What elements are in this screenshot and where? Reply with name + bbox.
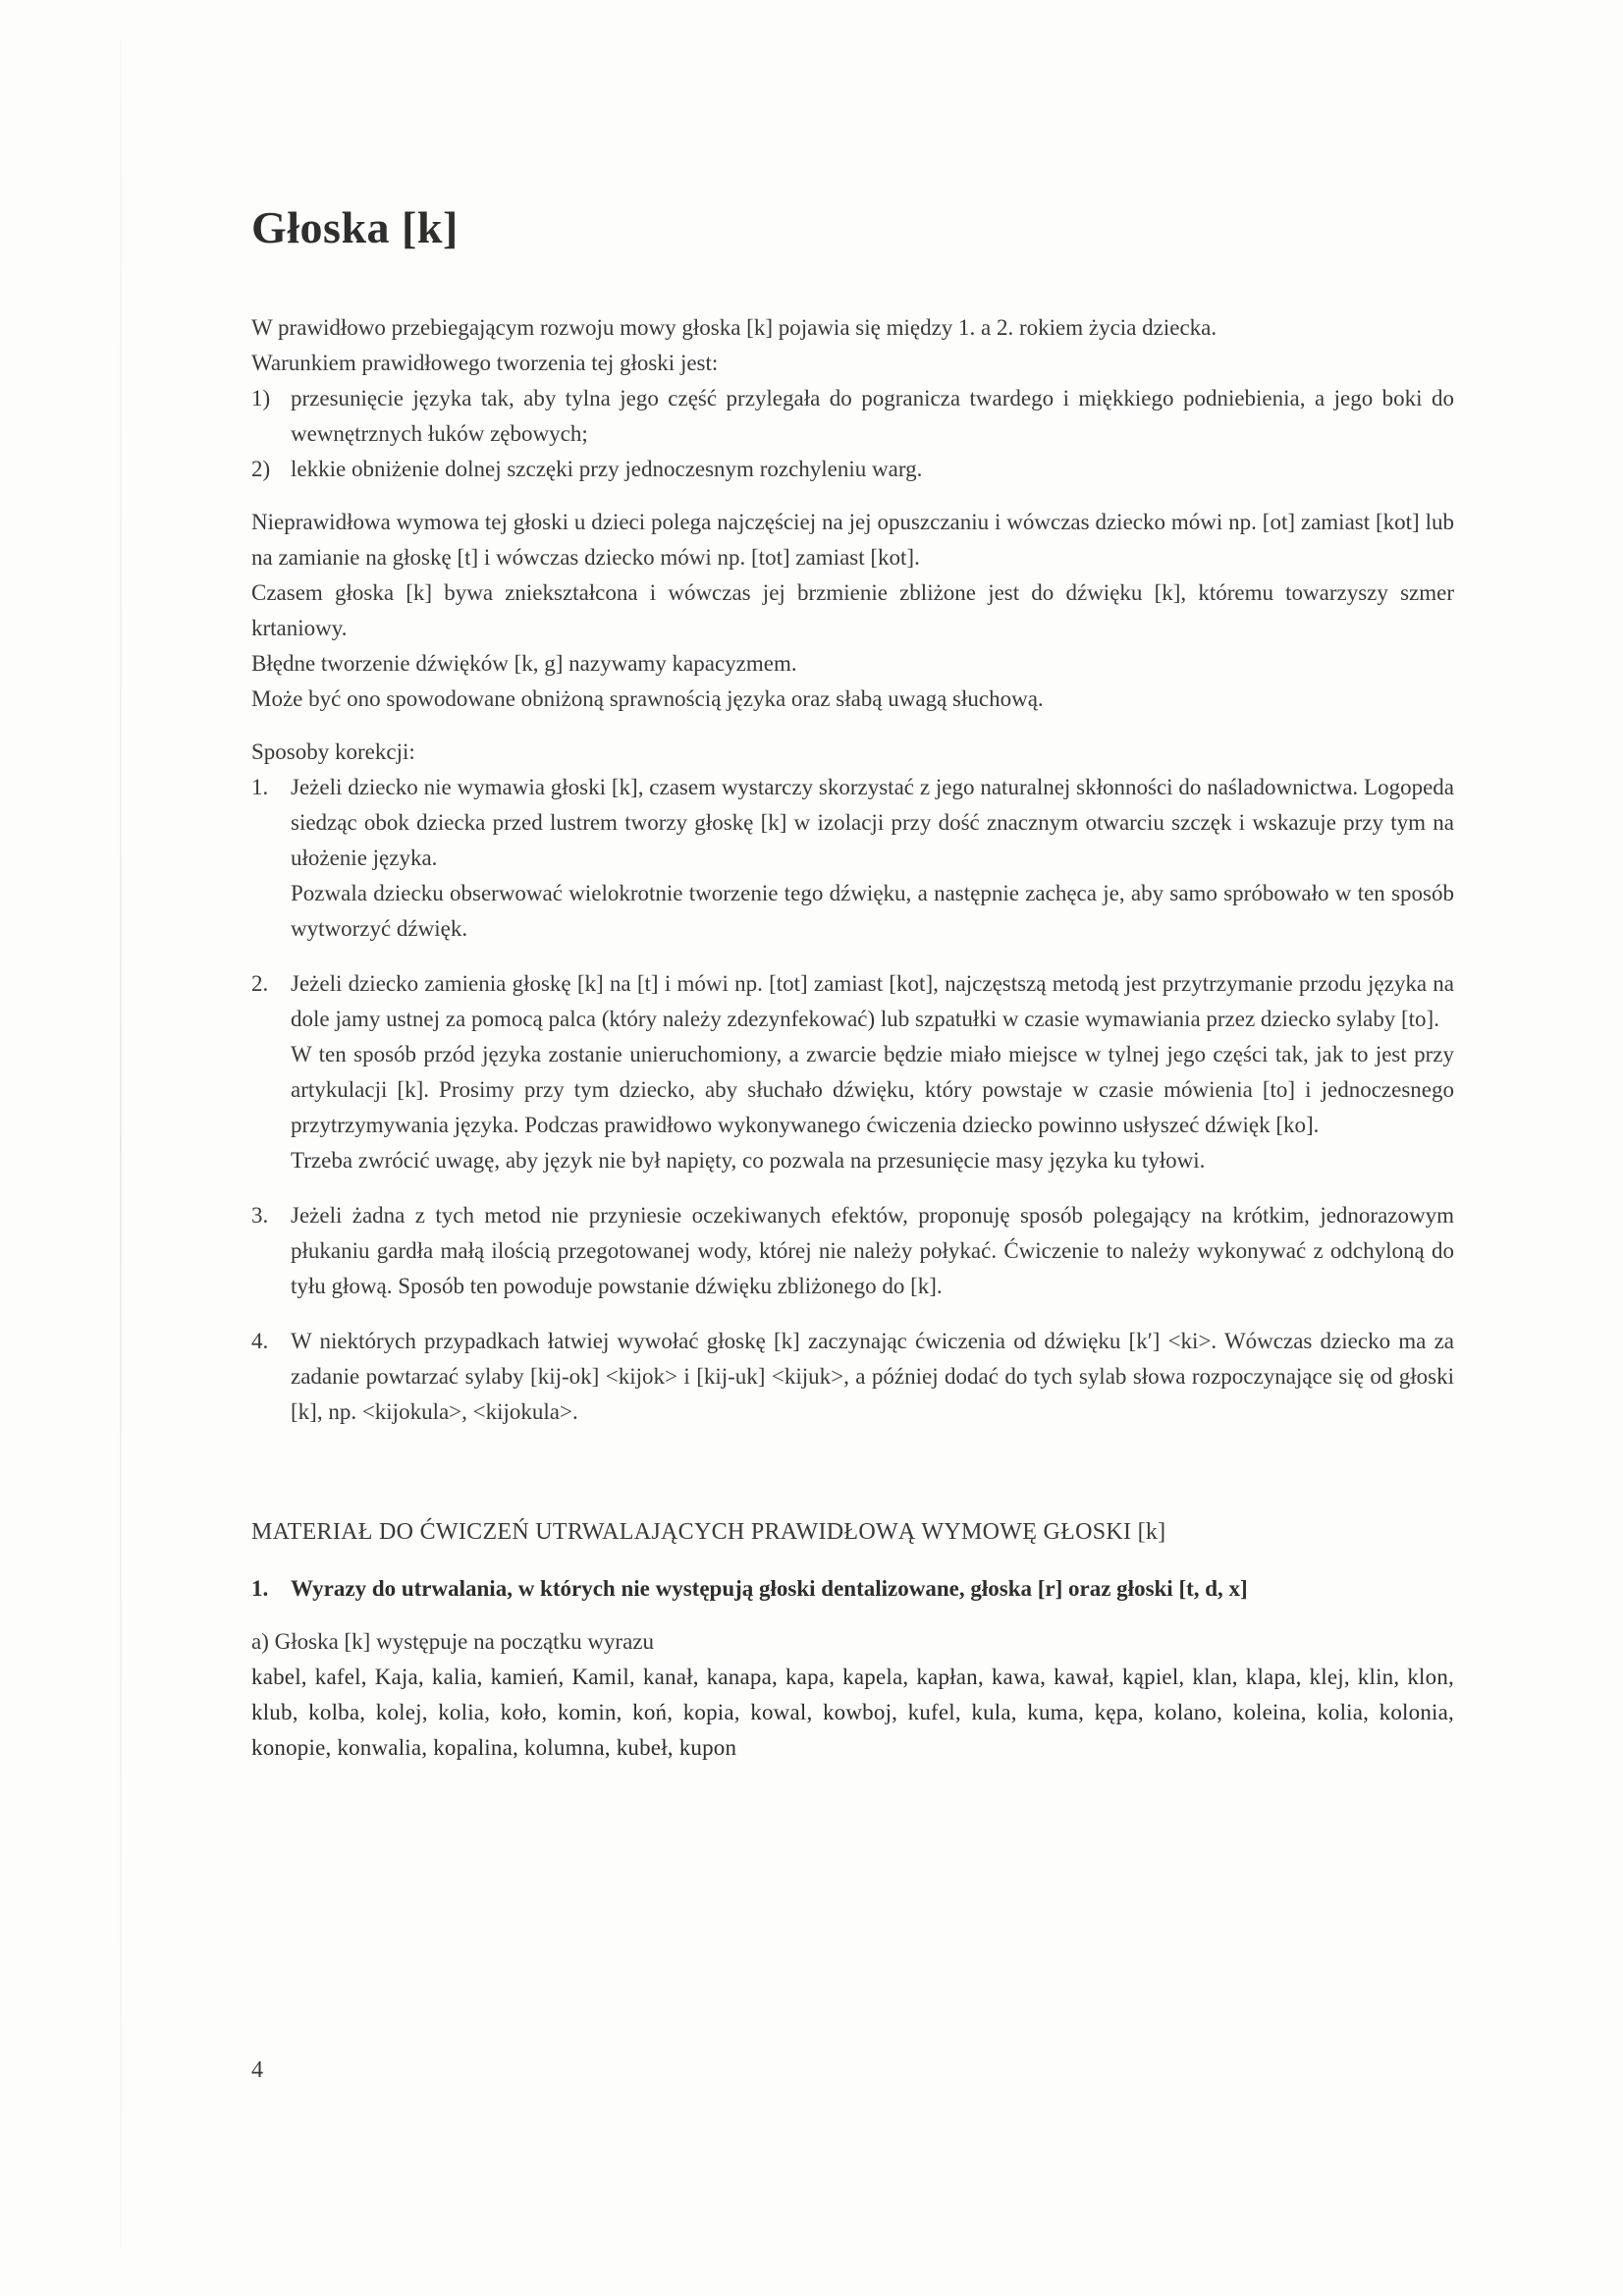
methods-label: Sposoby korekcji: (251, 739, 415, 764)
list-number: 1) (251, 386, 271, 410)
method-paragraph: Pozwala dziecku obserwować wielokrotnie tworzenie tego dźwięku, a następnie zachęca je, aby samo spróbowało w ten sposób wytworzyć dźwięk. (291, 881, 1454, 941)
list-item (251, 452, 1454, 487)
scan-edge-shadow (120, 39, 122, 2249)
list-item (251, 1198, 1454, 1304)
errors-paragraph: Błędne tworzenie dźwięków [k, g] nazywamy kapacyzmem. (251, 651, 797, 676)
section-subheading (251, 1571, 1454, 1607)
spacer (251, 717, 1454, 735)
section-number: 1. (251, 1576, 269, 1601)
errors-paragraph: Nieprawidłowa wymowa tej głoski u dzieci polega najczęściej na jej opuszczaniu i wówczas dziecko mówi np. [ot] zamiast [kot] lub na zamianie na głoskę [t] i wówczas dziecko mówi np. [tot] zamiast [kot]. (251, 510, 1454, 570)
list-item (251, 381, 1454, 452)
list-item (251, 770, 1454, 947)
errors-paragraph: Może być ono spowodowane obniżoną sprawnością języka oraz słabą uwagą słuchową. (251, 686, 1044, 711)
section-title: Wyrazy do utrwalania, w których nie występują głoski dentalizowane, głoska [r] oraz głoski [t, d, x] (291, 1576, 1248, 1601)
conditions-list (251, 381, 1454, 487)
list-item-text: lekkie obniżenie dolnej szczęki przy jednoczesnym rozchyleniu warg. (291, 457, 923, 481)
method-paragraph: W niektórych przypadkach łatwiej wywołać głoskę [k] zaczynając ćwiczenia od dźwięku [k′] <ki>. Wówczas dziecko ma za zadanie powtarzać sylaby [kij-ok] <kijok> i [kij-uk] <kijuk>, a później dodać do tych sylab słowa rozpoczynające się od głoski [k], np. <kijokula>, <kijokula>. (291, 1329, 1454, 1424)
page-number: 4 (251, 2057, 263, 2083)
method-paragraph: Jeżeli dziecko nie wymawia głoski [k], czasem wystarczy skorzystać z jego naturalnej skłonności do naśladownictwa. Logopeda siedząc obok dziecka przed lustrem tworzy głoskę [k] w izolacji przy dość znacznym otwarciu szczęk i wskazuje przy tym na ułożenie języka. (291, 775, 1454, 870)
list-number: 3. (251, 1203, 269, 1228)
method-paragraph: Jeżeli żadna z tych metod nie przyniesie oczekiwanych efektów, proponuję sposób polegający na krótkim, jednorazowym płukaniu gardła małą ilością przegotowanej wody, której nie należy połykać. Ćwiczenie to należy wykonywać z odchyloną do tyłu głową. Sposób ten powoduje powstanie dźwięku zbliżonego do [k]. (291, 1203, 1454, 1298)
method-paragraph: W ten sposób przód języka zostanie unieruchomiony, a zwarcie będzie miało miejsce w tylnej jego części tak, jak to jest przy artykulacji [k]. Prosimy przy tym dziecko, aby słuchało dźwięku, który powstaje w czasie mówienia [to] i jednoczesnego przytrzymywania języka. Podczas prawidłowo wykonywanego ćwiczenia dziecko powinno usłyszeć dźwięk [ko]. (291, 1042, 1454, 1137)
list-item (251, 966, 1454, 1178)
list-number: 1. (251, 775, 269, 799)
method-paragraph: Trzeba zwrócić uwagę, aby język nie był napięty, co pozwala na przesunięcie masy języka ku tyłowi. (291, 1148, 1206, 1173)
list-item-text: przesunięcie języka tak, aby tylna jego część przylegała do pogranicza twardego i miękkiego podniebienia, a jego boki do wewnętrznych łuków zębowych; (291, 386, 1454, 446)
material-heading: MATERIAŁ DO ĆWICZEŃ UTRWALAJĄCYCH PRAWIDŁOWĄ WYMOWĘ GŁOSKI [k] (251, 1519, 1166, 1545)
spacer (251, 1430, 1454, 1514)
intro-paragraph: W prawidłowo przebiegającym rozwoju mowy głoska [k] pojawia się między 1. a 2. rokiem życia dziecka. (251, 315, 1217, 340)
list-number: 4. (251, 1329, 269, 1353)
methods-list (251, 770, 1454, 1430)
errors-paragraph: Czasem głoska [k] bywa zniekształcona i wówczas jej brzmienie zbliżone jest do dźwięku [k], któremu towarzyszy szmer krtaniowy. (251, 580, 1454, 640)
list-item (251, 1324, 1454, 1430)
page-title: Głoska [k] (251, 202, 459, 252)
spacer (251, 487, 1454, 505)
list-number: 2. (251, 971, 269, 996)
word-list: kabel, kafel, Kaja, kalia, kamień, Kamil, kanał, kanapa, kapa, kapela, kapłan, kawa, kawał, kąpiel, klan, klapa, klej, klin, klon, klub, kolba, kolej, kolia, koło, komin, koń, kopia, kowal, kowboj, kufel, kula, kuma, kępa, kolano, koleina, kolia, kolonia, konopie, konwalia, kopalina, kolumna, kubeł, kupon (251, 1665, 1454, 1760)
page-content (251, 201, 1454, 1766)
list-number: 2) (251, 457, 271, 481)
conditions-intro: Warunkiem prawidłowego tworzenia tej głoski jest: (251, 351, 719, 375)
method-paragraph: Jeżeli dziecko zamienia głoskę [k] na [t] i mówi np. [tot] zamiast [kot], najczęstszą metodą jest przytrzymanie przodu języka na dole jamy ustnej za pomocą palca (który należy zdezynfekować) lub szpatułki w czasie wymawiania przez dziecko sylaby [to]. (291, 971, 1454, 1031)
sub-a-label: a) Głoska [k] występuje na początku wyrazu (251, 1629, 655, 1654)
